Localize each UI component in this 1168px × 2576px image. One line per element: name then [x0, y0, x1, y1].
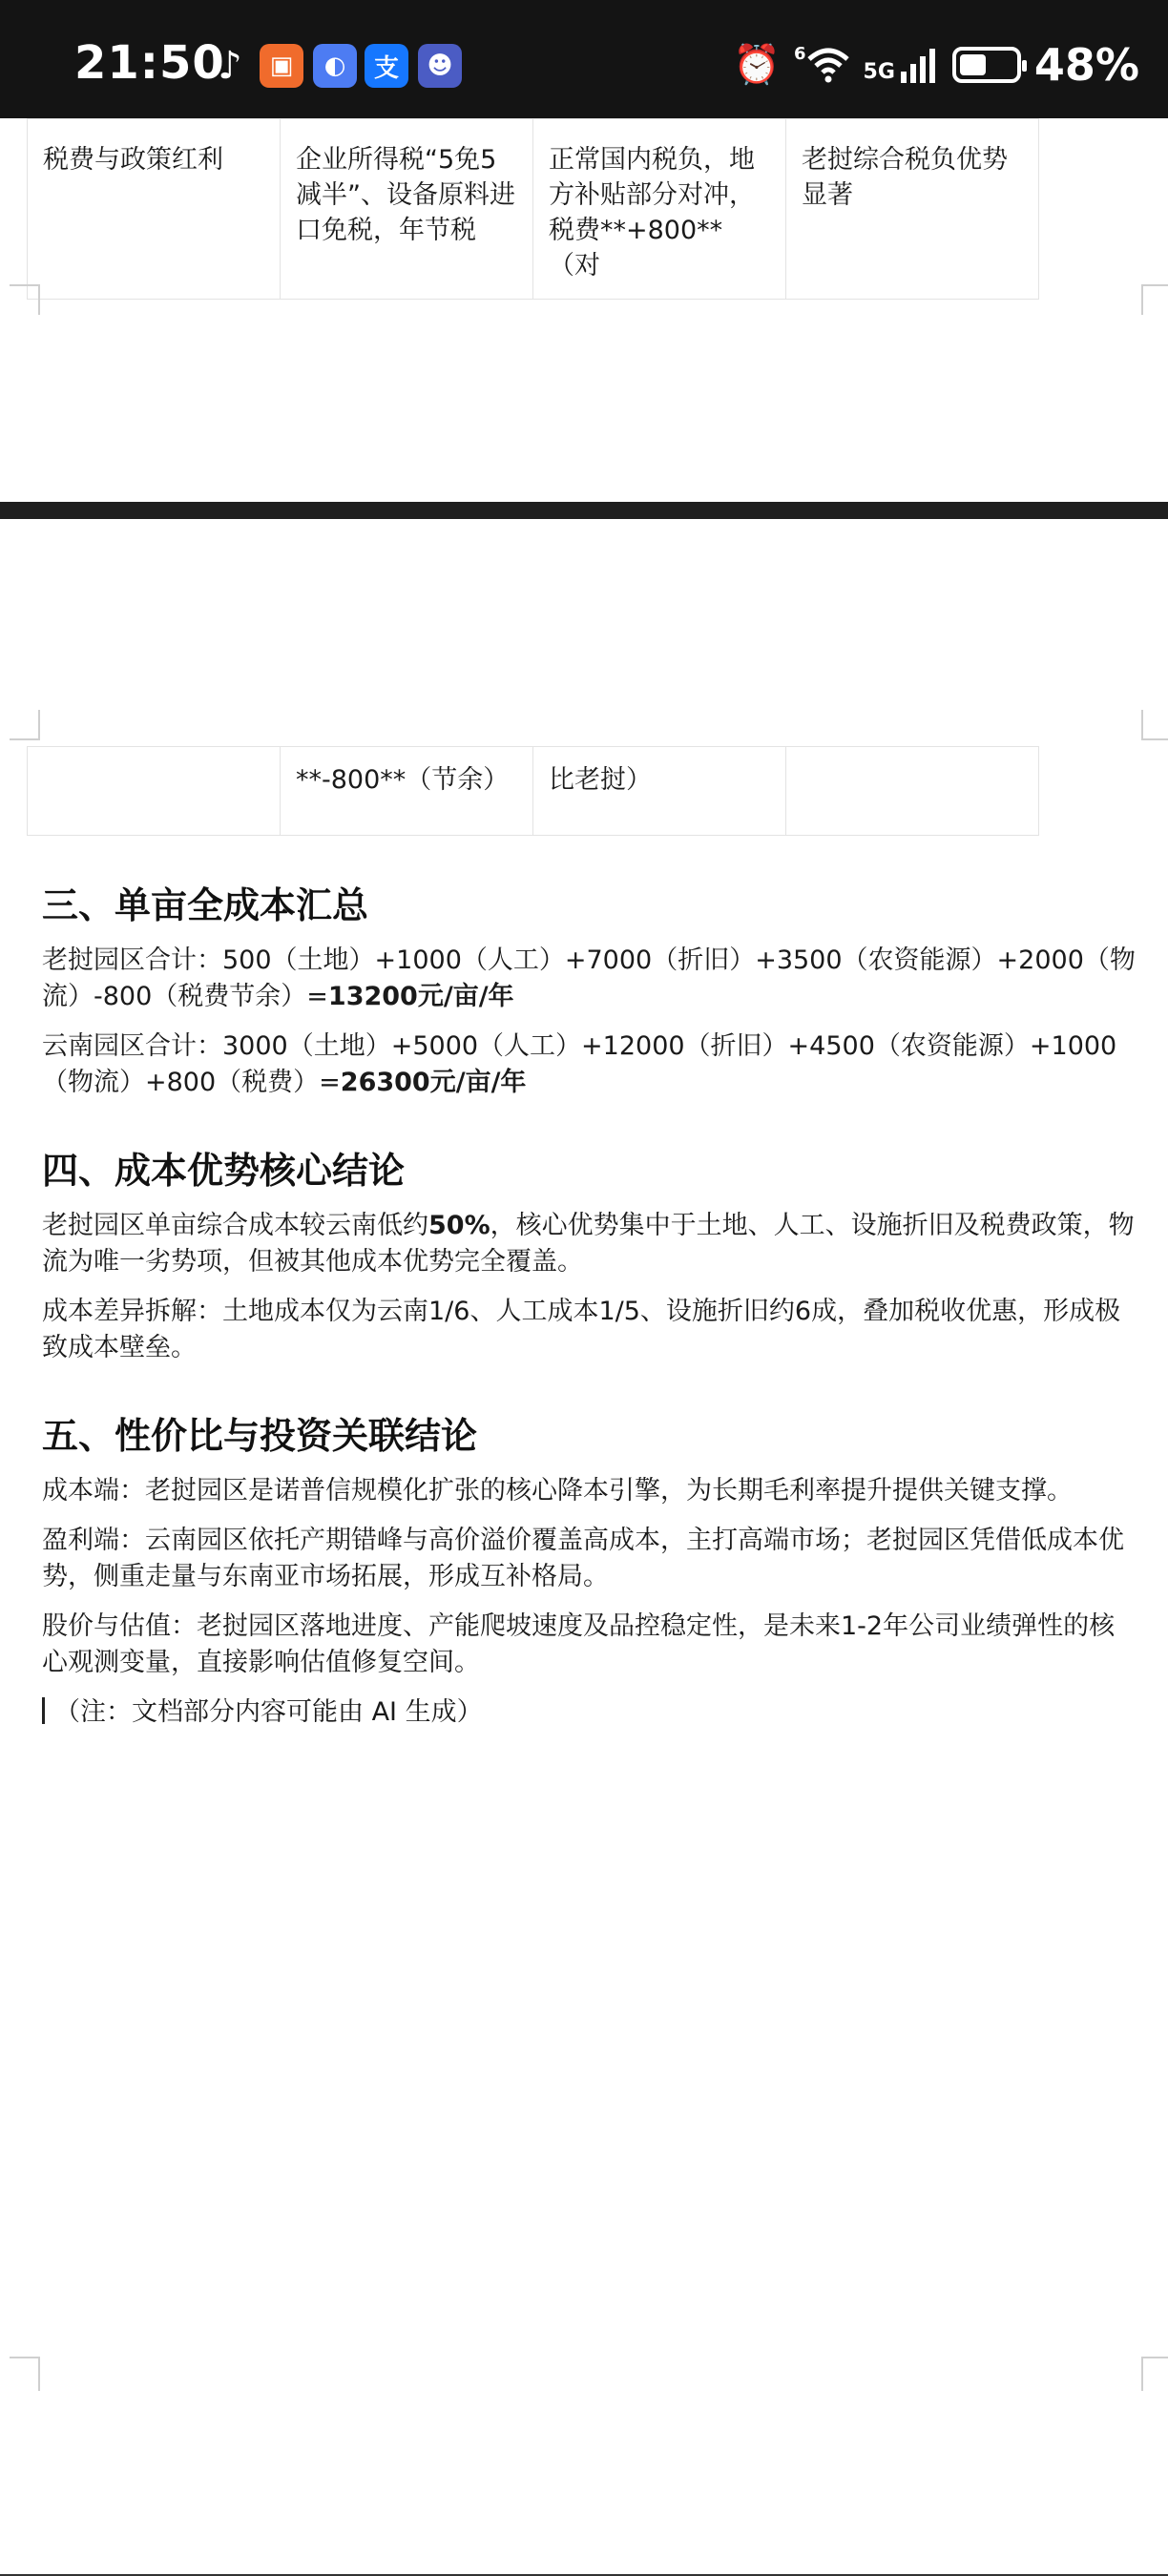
signal-bars [899, 47, 939, 83]
blue-app-icon: ◐ [313, 44, 357, 88]
table-cell: **-800**（节余） [281, 747, 533, 836]
note-text: （注：文档部分内容可能由 AI 生成） [54, 1697, 483, 1727]
paragraph [42, 1028, 1139, 1101]
paragraph-bold: 13200元/亩/年 [327, 982, 514, 1011]
paragraph: 成本差异拆解：土地成本仅为云南1/6、人工成本1/5、设施折旧约6成，叠加税收优惠，形成极致成本壁垒。 [42, 1297, 1121, 1362]
network-label: 5G [863, 60, 895, 84]
tiktok-icon: ♪ [218, 44, 242, 88]
page-corner-mark [10, 710, 40, 740]
signal-icon [864, 47, 939, 83]
alarm-icon: ⏰ [733, 43, 781, 87]
bot-app-icon: ☻ [418, 44, 462, 88]
cost-table-fragment-bottom [27, 746, 1039, 836]
paragraph-text: ，核心优势集中于土地、人工、设施折旧及税费政策，物流为唯一劣势项，但被其他成本优势完全覆盖。 [42, 1211, 1135, 1277]
alipay-icon: 支 [365, 44, 408, 88]
paragraph [42, 943, 1139, 1015]
paragraph: 股价与估值：老挝园区落地进度、产能爬坡速度及品控稳定性，是未来1-2年公司业绩弹性的核心观测变量，直接影响估值修复空间。 [42, 1611, 1116, 1677]
table-cell [786, 747, 1039, 836]
page-separator [0, 502, 1168, 519]
section-heading: 三、单亩全成本汇总 [42, 884, 369, 926]
system-icons [733, 38, 1139, 92]
section-heading: 五、性价比与投资关联结论 [42, 1415, 478, 1457]
paragraph-text: 云南园区合计：3000（土地）+5000（人工）+12000（折旧）+4500（农资能源）+1000（物流）+800（税费）= [42, 1031, 1117, 1097]
table-row [28, 119, 1039, 300]
ai-note[interactable] [42, 1694, 1139, 1731]
table-cell [28, 747, 281, 836]
section-heading: 四、成本优势核心结论 [42, 1150, 406, 1192]
wifi-icon [794, 46, 850, 84]
battery-fill [960, 54, 986, 75]
battery-icon [952, 47, 1021, 83]
battery-percent: 48% [1033, 39, 1139, 91]
wifi-arcs [806, 46, 850, 84]
page-corner-mark [1141, 284, 1168, 315]
paragraph-text: 老挝园区合计：500（土地）+1000（人工）+7000（折旧）+3500（农资能源）+2000（物流）-800（税费节余）= [42, 945, 1136, 1011]
cost-table-fragment-top [27, 118, 1039, 300]
text-cursor [42, 1697, 45, 1724]
paragraph [42, 1208, 1139, 1280]
page-corner-mark [10, 2357, 40, 2391]
table-cell: 老挝综合税负优势显著 [786, 119, 1039, 300]
table-row [28, 747, 1039, 836]
paragraph: 成本端：老挝园区是诺普信规模化扩张的核心降本引擎，为长期毛利率提升提供关键支撑。 [42, 1476, 1073, 1506]
page-corner-mark [1141, 2357, 1168, 2391]
paragraph-bold: 50% [428, 1211, 490, 1240]
paragraph-bold: 26300元/亩/年 [340, 1068, 527, 1097]
table-cell: 企业所得税“5免5减半”、设备原料进口免税，年节税 [281, 119, 533, 300]
table-cell: 比老挝） [533, 747, 786, 836]
page-corner-mark [10, 284, 40, 315]
table-cell: 税费与政策红利 [28, 119, 281, 300]
wifi-badge: 6 [793, 44, 806, 64]
clock: 21:50 [74, 36, 225, 90]
page-corner-mark [1141, 710, 1168, 740]
paragraph-text: 老挝园区单亩综合成本较云南低约 [42, 1211, 428, 1240]
paragraph: 盈利端：云南园区依托产期错峰与高价溢价覆盖高成本，主打高端市场；老挝园区凭借低成本优势，侧重走量与东南亚市场拓展，形成互补格局。 [42, 1526, 1124, 1591]
status-bar [0, 0, 1168, 118]
table-cell: 正常国内税负，地方补贴部分对冲，税费**+800**（对 [533, 119, 786, 300]
orange-app-icon: ▣ [260, 44, 303, 88]
